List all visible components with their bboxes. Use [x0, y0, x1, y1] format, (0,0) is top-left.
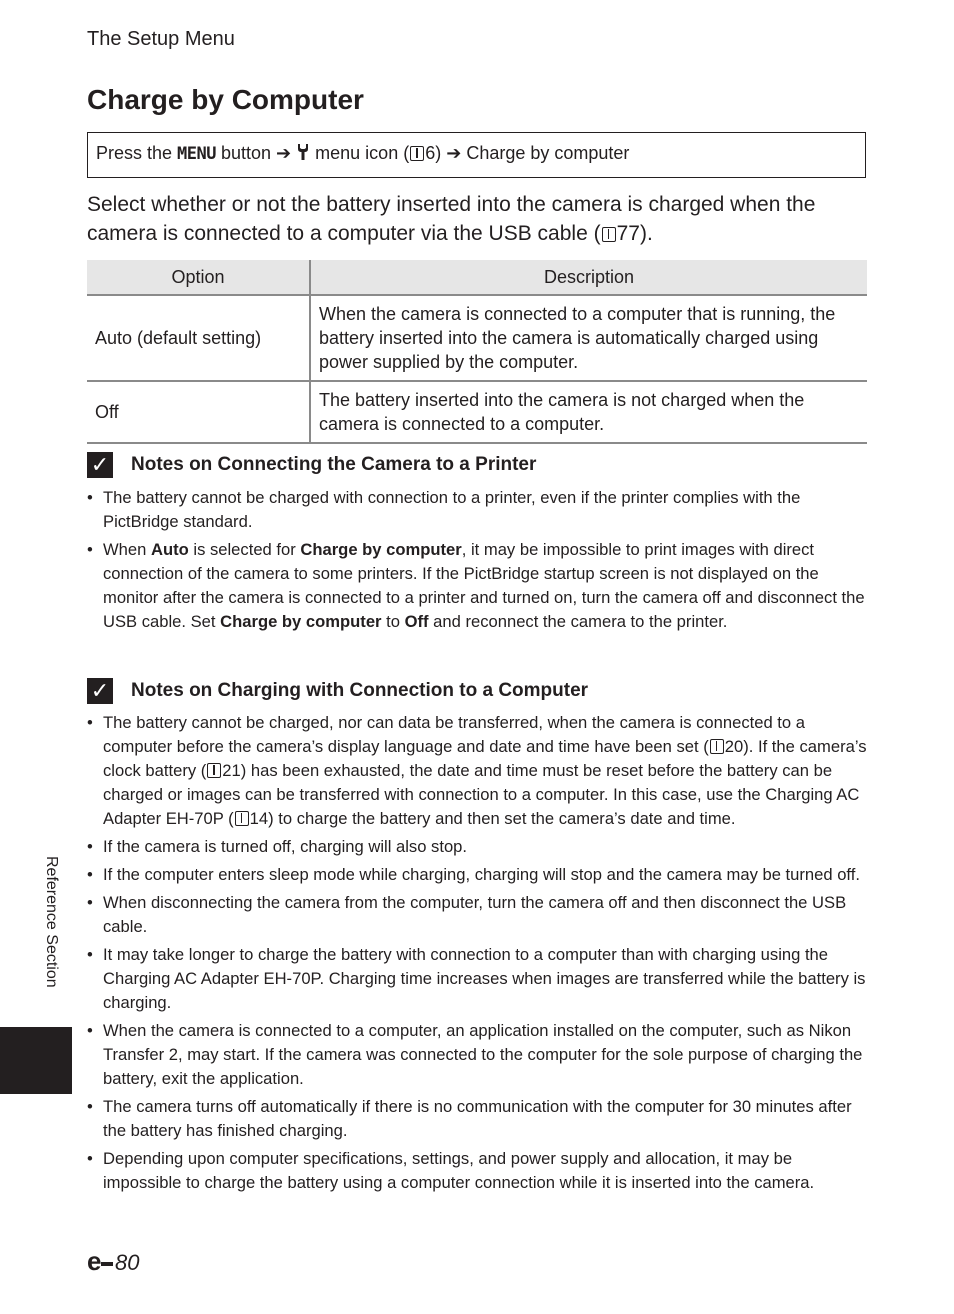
- wrench-icon: [296, 143, 310, 161]
- intro-text: Select whether or not the battery inserted into the camera is charged when the camera is connected to a computer via the USB cable (: [87, 193, 816, 245]
- book-ref-icon: [235, 811, 249, 826]
- page-number: [87, 1250, 139, 1276]
- list-item: • It may take longer to charge the battery with connection to a computer than with charging using the Charging AC Adapter EH-70P. Charging time increases when images are transferred while the battery is charging.: [87, 943, 869, 1015]
- book-ref-icon: [710, 739, 724, 754]
- menu-path-text: Charge by computer: [461, 143, 630, 163]
- menu-path-text: button: [216, 143, 277, 163]
- list-item: • When disconnecting the camera from the computer, turn the camera off and then disconnect the USB cable.: [87, 891, 869, 939]
- menu-button-glyph: MENU: [177, 144, 216, 164]
- book-ref-icon: [602, 227, 616, 242]
- arrow-right-icon: ➔: [446, 143, 462, 163]
- book-ref-icon: [207, 763, 221, 778]
- list-item: • Depending upon computer specifications, settings, and power supply and allocation, it may be impossible to charge the battery using a computer connection while it is inserted into the camera.: [87, 1147, 869, 1195]
- intro-text-end: ).: [639, 222, 653, 245]
- reference-page-icon: [87, 1253, 113, 1273]
- running-header: The Setup Menu: [87, 28, 235, 50]
- list-item: • If the computer enters sleep mode while charging, charging will stop and the camera may be turned off.: [87, 863, 869, 887]
- note-heading-computer: [87, 678, 588, 704]
- menu-path-box: [87, 132, 866, 178]
- page-ref: 77: [616, 222, 640, 245]
- menu-path-text: menu icon (: [310, 143, 410, 163]
- list-item: • When the camera is connected to a computer, an application installed on the computer, such as Nikon Transfer 2, may start. If the camera was connected to the computer for the sole purpose of charging the battery, exit the application.: [87, 1019, 869, 1091]
- page-number-value: 80: [115, 1250, 140, 1275]
- list-item: • When Auto is selected for Charge by computer, it may be impossible to print images with direct connection of the camera to some printers. If the PictBridge startup screen is not displayed on the monitor after the camera is connected to a printer and turned on, turn the camera off and disconnect the USB cable. Set Charge by computer to Off and reconnect the camera to the printer.: [87, 538, 869, 634]
- check-icon: ✓: [87, 678, 113, 704]
- check-icon: ✓: [87, 452, 113, 478]
- table-row: [87, 295, 867, 381]
- menu-path-text: Press the: [96, 143, 178, 163]
- page-title: Charge by Computer: [87, 84, 364, 115]
- section-tab-marker: [0, 1027, 72, 1094]
- menu-path-text: ): [435, 143, 447, 163]
- list-item: • The battery cannot be charged with connection to a printer, even if the printer complies with the PictBridge standard.: [87, 486, 869, 534]
- note-title: Notes on Charging with Connection to a Computer: [131, 680, 589, 701]
- list-item: • The camera turns off automatically if there is no communication with the computer for 30 minutes after the battery has finished charging.: [87, 1095, 869, 1143]
- arrow-right-icon: ➔: [276, 143, 292, 163]
- table-header-row: [87, 260, 867, 295]
- book-ref-icon: [410, 146, 424, 161]
- list-item: • The battery cannot be charged, nor can data be transferred, when the camera is connected to a computer before the camera’s display language and date and time have been set ( 20). If the camera’s clock battery ( 21) has been exhausted, the date and time must be reset before the battery can be charged or images can be transferred with connection to a computer. In this case, use the Charging AC Adapter EH-70P ( 14) to charge the battery and then set the camera’s date and time.: [87, 711, 869, 831]
- page-ref: 6: [425, 143, 436, 163]
- computer-notes-list: [87, 711, 869, 1199]
- section-side-label: Reference Section: [43, 856, 60, 988]
- list-item: • If the camera is turned off, charging will also stop.: [87, 835, 869, 859]
- table-row: [87, 381, 867, 443]
- note-heading-printer: [87, 452, 536, 478]
- printer-notes-list: [87, 486, 869, 638]
- option-cell: Auto (default setting): [87, 295, 310, 381]
- description-cell: When the camera is connected to a computer that is running, the battery inserted into the camera is automatically charged using power supplied by the computer.: [310, 295, 867, 381]
- options-table: [87, 260, 867, 444]
- option-cell: Off: [87, 381, 310, 443]
- column-header-option: Option: [87, 260, 310, 295]
- note-title: Notes on Connecting the Camera to a Printer: [131, 454, 537, 475]
- column-header-description: Description: [310, 260, 867, 295]
- intro-paragraph: [87, 190, 867, 248]
- description-cell: The battery inserted into the camera is not charged when the camera is connected to a computer.: [310, 381, 867, 443]
